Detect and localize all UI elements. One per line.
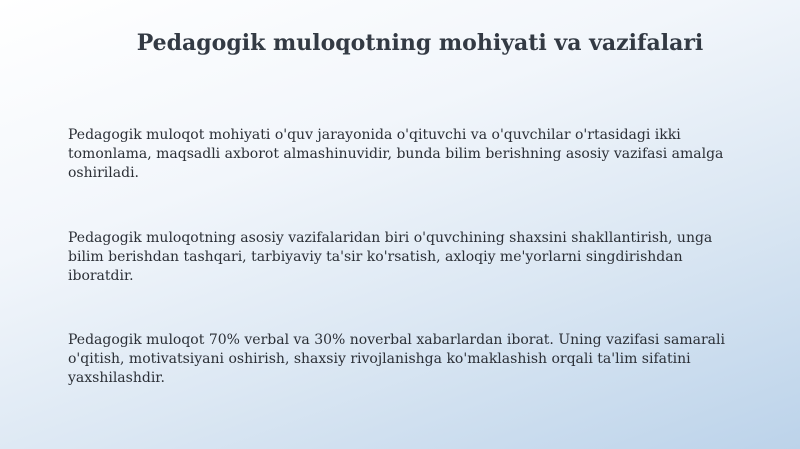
slide-title: Pedagogik muloqotning mohiyati va vazifalari bbox=[136, 30, 704, 56]
paragraph-verbal-nonverbal: Pedagogik muloqot 70% verbal va 30% noverbal xabarlardan iborat. Uning vazifasi samarali o'qitish, motivatsiyani oshirish, shaxsiy rivojlanishga ko'maklashish orqali ta'lim sifatini yaxshilashdir. bbox=[68, 332, 725, 386]
paragraph-functions: Pedagogik muloqotning asosiy vazifalaridan biri o'quvchining shaxsini shakllantirish, unga bilim berishdan tashqari, tarbiyaviy ta'sir ko'rsatish, axloqiy me'yorlarni singdirishdan iboratdir. bbox=[68, 230, 713, 284]
paragraph-essence: Pedagogik muloqot mohiyati o'quv jarayonida o'qituvchi va o'quvchilar o'rtasidagi ikki tomonlama, maqsadli axborot almashinuvidir, bunda bilim berishning asosiy vazifasi amalga oshiriladi. bbox=[68, 127, 724, 181]
